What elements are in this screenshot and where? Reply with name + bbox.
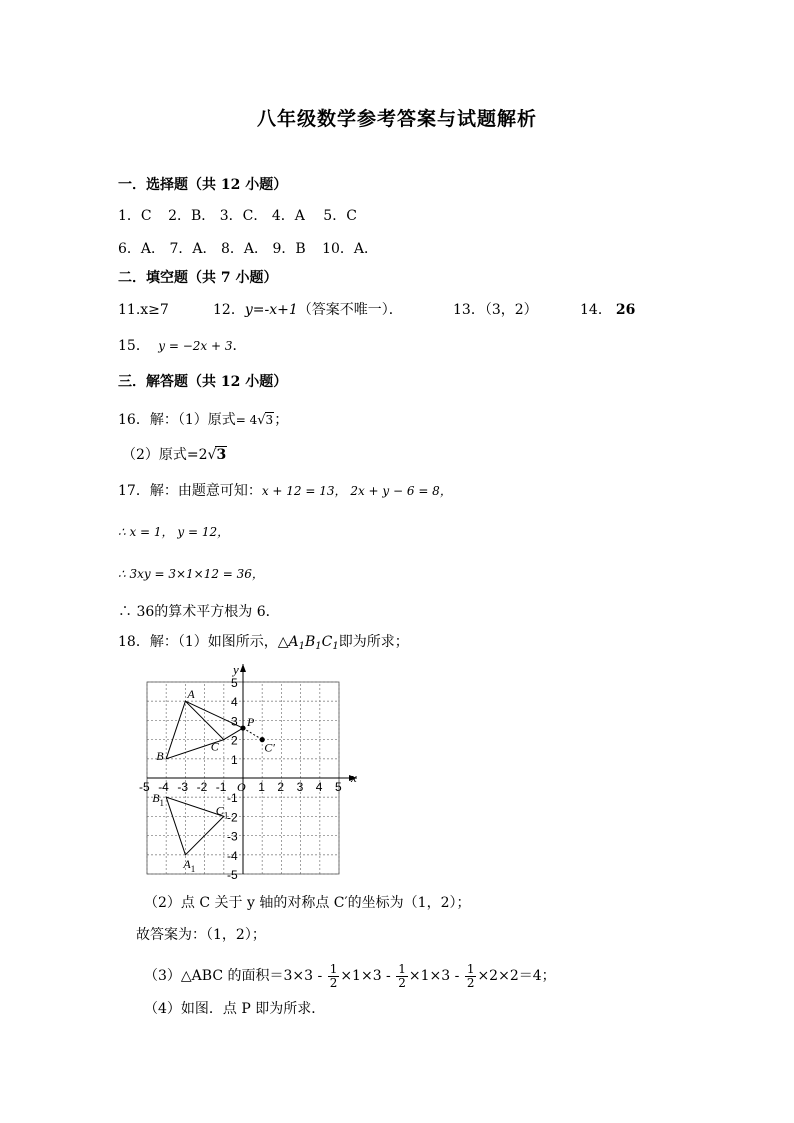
x-tick-label: 5 — [335, 780, 342, 794]
q16-part1-expr: = 4 — [235, 413, 258, 427]
coordinate-graph — [135, 655, 365, 880]
section-heading-choice: 一．选择题（共 12 小题） — [118, 177, 288, 193]
fill-answer-13: 13．（3，2） — [453, 302, 538, 318]
answer-9: 9．B — [272, 241, 306, 257]
y-tick-label: -4 — [227, 848, 238, 863]
page-title: 八年级数学参考答案与试题解析 — [256, 108, 537, 130]
label-b1: $B_1$ — [152, 791, 165, 809]
y-axis-arrow — [240, 664, 246, 672]
x-tick-label: 4 — [315, 780, 323, 794]
q12-note: （答案不唯一）． — [297, 302, 403, 318]
answer-row-1 — [118, 207, 357, 225]
q12-label: 12． — [213, 302, 245, 318]
q18-part2-answer: 故答案为：（1，2）； — [136, 927, 266, 943]
x-tick-label: -2 — [196, 780, 208, 794]
answer-10: 10．A． — [322, 241, 379, 257]
q18-part3-term2: ×1×3 - — [408, 968, 460, 984]
q15-label: 15． — [118, 338, 150, 354]
q14-label: 14． — [580, 302, 612, 318]
q18-line1 — [118, 633, 409, 656]
q16-part1-radicand: 3 — [265, 413, 274, 427]
answer-row-2 — [118, 240, 378, 258]
y-tick-label: 1 — [231, 752, 238, 767]
answer-6: 6．A． — [118, 241, 166, 257]
x-tick-label: 1 — [258, 780, 265, 794]
label-c: C — [210, 739, 219, 754]
answer-3: 3．C． — [219, 208, 268, 224]
q15-expression: y = −2x + 3 — [158, 339, 233, 353]
q16-part1: 16．解：（1）原式= 4√3； — [118, 412, 289, 428]
label-b: B — [156, 748, 164, 763]
q18-part3-text: （3）△ABC 的面积＝3×3 - — [144, 968, 323, 984]
q18-part2: （2）点 C 关于 y 轴的对称点 C′的坐标为（1，2）； — [144, 895, 471, 911]
answer-8: 8．A． — [220, 241, 268, 257]
label-c-prime: C′ — [264, 740, 275, 755]
answer-4: 4．A — [271, 208, 305, 224]
q18-line1-text: 18．解：（1）如图所示，△ — [118, 634, 289, 650]
q18-part3-end: ×2×2＝4； — [477, 968, 556, 984]
y-tick-label: 5 — [231, 676, 238, 690]
y-tick-label: 2 — [231, 733, 238, 748]
y-tick-label: -5 — [227, 868, 238, 880]
q16-part2-radicand: 3 — [216, 447, 227, 463]
q15-end: ． — [232, 338, 247, 354]
fraction-half-3: $\frac{1}{2}$ — [466, 961, 475, 990]
q17-line1-expr: x + 12 = 13， 2x + y − 6 = 8， — [261, 484, 452, 498]
q18-part3-term1: ×1×3 - — [340, 968, 391, 984]
label-p: P — [247, 715, 255, 730]
fill-answer-15 — [118, 337, 247, 355]
x-tick-label: 3 — [296, 780, 304, 794]
x-tick-label: -5 — [139, 780, 150, 794]
x-tick-label: -1 — [215, 780, 227, 794]
y-tick-label: -2 — [227, 810, 238, 825]
fill-answer-12 — [213, 301, 403, 319]
q17-line3: ∴ 3xy = 3×1×12 = 36， — [118, 567, 264, 581]
section-heading-solve: 三．解答题（共 12 小题） — [118, 374, 288, 390]
q12-expression: y=-x+1 — [244, 302, 298, 318]
point-labels — [152, 687, 275, 874]
q16-part2-text: （2）原式=2 — [122, 447, 208, 463]
answer-1: 1．C — [118, 208, 152, 224]
x-axis-label: x — [351, 770, 357, 785]
q17-line4: ∴ 36的算术平方根为 6． — [118, 604, 280, 620]
q17-line2: ∴ x = 1， y = 12， — [118, 525, 230, 539]
y-tick-label: -3 — [227, 829, 238, 844]
y-axis-label: y — [233, 662, 239, 677]
axes — [147, 662, 357, 874]
answer-2: 2．B． — [168, 208, 216, 224]
q17-line1-text: 17．解：由题意可知： — [118, 483, 262, 499]
q18-line1-suffix: 即为所求； — [338, 634, 409, 650]
label-a: A — [187, 687, 195, 702]
q18-part3 — [144, 958, 556, 994]
answer-5: 5．C — [323, 208, 357, 224]
x-tick-label: -3 — [177, 780, 189, 794]
x-tick-label: -4 — [158, 780, 169, 794]
label-c1: $C_1$ — [215, 803, 229, 821]
q14-value: 26 — [615, 302, 636, 318]
y-tick-label: 4 — [231, 695, 238, 710]
label-a1: $A_1$ — [183, 856, 196, 874]
q16-part1-end: ； — [274, 412, 289, 428]
y-tick-label: 3 — [231, 714, 238, 729]
section-heading-fill: 二．填空题（共 7 小题） — [118, 270, 278, 286]
segment-p-cprime — [243, 728, 262, 740]
q18-part4: （4）如图．点 P 即为所求． — [144, 1001, 326, 1017]
q16-part1-text: 16．解：（1）原式 — [118, 412, 236, 428]
x-tick-label: 2 — [277, 780, 285, 794]
fraction-half-1: $\frac{1}{2}$ — [329, 961, 338, 990]
fill-answer-14 — [580, 301, 635, 319]
q17-line1 — [118, 482, 452, 500]
y-tick-label: -1 — [227, 791, 238, 806]
answer-7: 7．A． — [169, 241, 217, 257]
origin-label: O — [237, 780, 246, 794]
fraction-half-2: $\frac{1}{2}$ — [398, 961, 406, 990]
q18-triangle-name: $A_1B_1C_1$ — [288, 634, 339, 652]
point-p — [240, 725, 245, 730]
fill-answer-11: 11.x≥7 — [118, 302, 169, 318]
q16-part2: （2）原式=2√3 — [122, 447, 227, 463]
